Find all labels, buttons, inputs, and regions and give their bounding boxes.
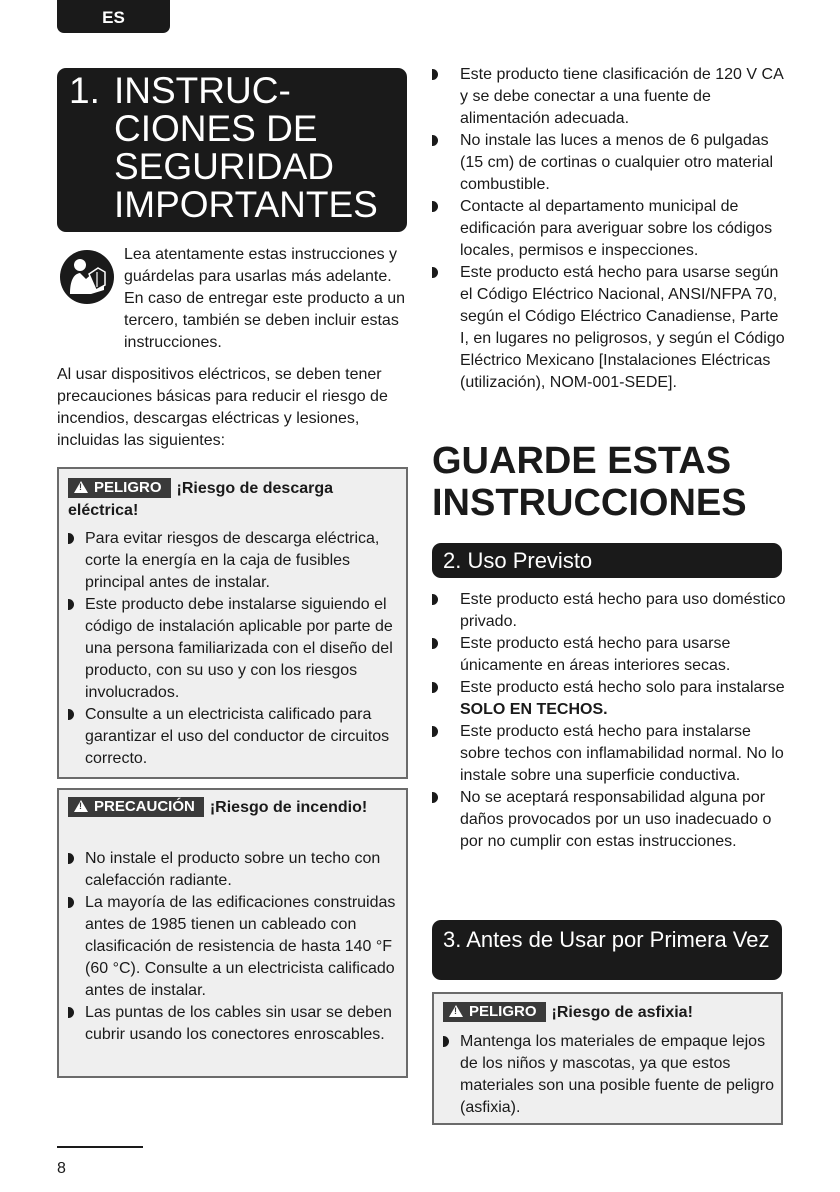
bullet-icon — [432, 201, 438, 212]
intro-paragraph: Al usar dispositivos eléctricos, se deben tener precauciones básicas para reducir el riesgo de incendios, descargas eléctricas y lesiones, incluidas las siguientes: — [57, 366, 388, 449]
warning-list — [68, 528, 403, 770]
section-3-heading: 3. Antes de Usar por Primera Vez — [432, 920, 782, 980]
list-item: Las puntas de los cables sin usar se deben cubrir usando los conectores enroscables. — [68, 1002, 403, 1046]
list-item: Este producto tiene clasificación de 120 V CA y se debe conectar a una fuente de alimentación adecuada. — [432, 64, 787, 130]
list-item: Este producto debe instalarse siguiendo el código de instalación aplicable por parte de una persona familiarizada con el diseño del producto, con su uso y con los riesgos involucrados. — [68, 594, 403, 704]
warning-heading — [443, 1002, 773, 1024]
section-2-heading: 2. Uso Previsto — [432, 543, 782, 578]
danger-badge: !PELIGRO — [443, 1002, 546, 1022]
bullet-icon — [68, 599, 74, 610]
bullet-icon — [443, 1036, 449, 1047]
list-item: No instale las luces a menos de 6 pulgadas (15 cm) de cortinas o cualquier otro material combustible. — [432, 130, 787, 196]
intro-block — [60, 244, 410, 354]
bullet-icon — [432, 682, 438, 693]
list-item: Este producto está hecho para uso doméstico privado. — [432, 589, 787, 633]
bullet-icon — [68, 1007, 74, 1018]
footer-rule — [57, 1146, 143, 1148]
intended-use-list — [432, 589, 787, 853]
danger-badge: !PELIGRO — [68, 478, 171, 498]
list-item: Este producto está hecho para instalarse sobre techos con inflamabilidad normal. No lo instale sobre una superficie conductiva. — [432, 721, 787, 787]
save-instructions-heading: GUARDE ESTAS INSTRUCCIONES — [432, 440, 747, 524]
intro-text: Lea atentamente estas instrucciones y guárdelas para usarlas más adelante. En caso de entregar este producto a un tercero, también se deben incluir estas instrucciones. — [124, 246, 406, 351]
bullet-icon — [432, 726, 438, 737]
warning-title: ¡Riesgo de incendio! — [209, 799, 368, 816]
read-manual-icon — [60, 250, 114, 304]
bullet-icon — [432, 135, 438, 146]
bullet-icon — [68, 853, 74, 864]
bullet-icon — [68, 533, 74, 544]
bullet-icon — [432, 638, 438, 649]
bullet-icon — [68, 897, 74, 908]
list-item: La mayoría de las edificaciones construidas antes de 1985 tienen un cableado con clasificación de resistencia de hasta 140 °F (60 °C). Consulte a un electricista calificado antes de instalar. — [68, 892, 403, 1002]
list-item: Este producto está hecho para usarse según el Código Eléctrico Nacional, ANSI/NFPA 70, según el Código Eléctrico Canadiense, Parte I, en lugares no peligrosos, y según el Código Eléctrico Mexicano [Instalaciones Eléctricas (utilización), NOM-001-SEDE]. — [432, 262, 787, 394]
warning-fire — [57, 788, 408, 1078]
warning-electric-shock — [57, 467, 408, 779]
section-1-title: INSTRUC- CIONES DE SEGURIDAD IMPORTANTES — [114, 70, 378, 225]
caution-badge: !PRECAUCIÓN — [68, 797, 204, 817]
language-tab: ES — [57, 0, 170, 33]
warning-title: ¡Riesgo de descarga eléctrica! — [68, 480, 334, 519]
bullet-icon — [432, 594, 438, 605]
bullet-icon — [432, 792, 438, 803]
warning-title: ¡Riesgo de asfixia! — [551, 1004, 693, 1021]
bullet-icon — [432, 69, 438, 80]
bullet-icon — [432, 267, 438, 278]
list-item: Mantenga los materiales de empaque lejos de los niños y mascotas, ya que estos materiales son una posible fuente de peligro (asfixia). — [443, 1031, 778, 1119]
list-item: Para evitar riesgos de descarga eléctrica, corte la energía en la caja de fusibles principal antes de instalar. — [68, 528, 403, 594]
warning-triangle-icon — [449, 1005, 463, 1017]
ceiling-only-emphasis: SOLO EN TECHOS. — [460, 701, 608, 718]
list-item: No se aceptará responsabilidad alguna por daños provocados por un uso inadecuado o por no cumplir con estas instrucciones. — [432, 787, 787, 853]
safety-list — [432, 64, 787, 394]
warning-suffocation — [432, 992, 783, 1125]
list-item: Contacte al departamento municipal de edificación para averiguar sobre los códigos locales, permisos e inspecciones. — [432, 196, 787, 262]
bullet-icon — [68, 709, 74, 720]
warning-heading — [68, 797, 398, 819]
warning-heading — [68, 478, 398, 522]
section-1-heading — [57, 68, 407, 232]
warning-list — [68, 848, 403, 1046]
page-number: 8 — [57, 1160, 66, 1177]
section-1-number: 1. — [69, 70, 100, 111]
list-item: Este producto está hecho solo para instalarse SOLO EN TECHOS. — [432, 677, 787, 721]
warning-list — [443, 1031, 778, 1119]
list-item: Este producto está hecho para usarse únicamente en áreas interiores secas. — [432, 633, 787, 677]
list-item: Consulte a un electricista calificado para garantizar el uso del conductor de circuitos correcto. — [68, 704, 403, 770]
warning-triangle-icon — [74, 481, 88, 493]
list-item: No instale el producto sobre un techo con calefacción radiante. — [68, 848, 403, 892]
warning-triangle-icon — [74, 800, 88, 812]
